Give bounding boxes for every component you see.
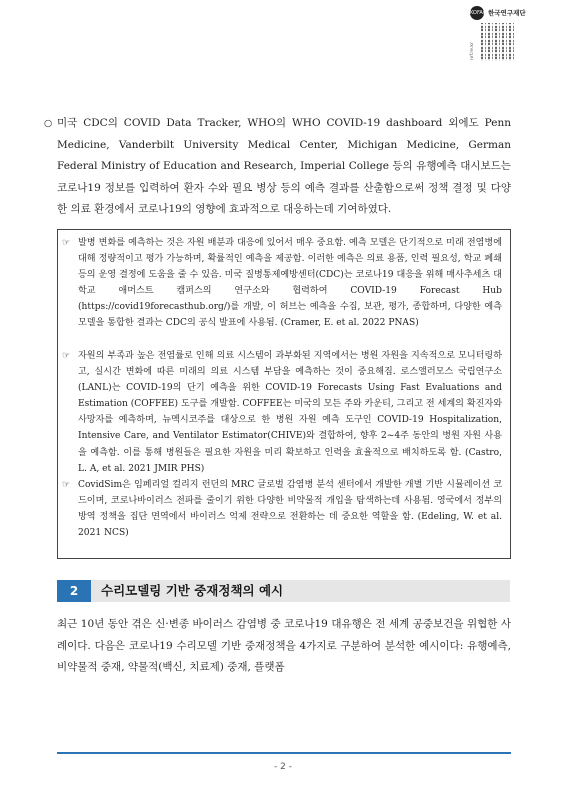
info-item [62, 477, 502, 541]
info-item-text: 자원의 부족과 높은 전염률로 인해 의료 시스템이 과부화된 지역에서는 병원 자원을 지속적으로 모니터링하고, 실시간 변화에 따른 미래의 의료 시스템 부담을 예측하는 것이 중요해짐. 로스앨러모스 국립연구소(LANL)는 COVID-19의 단기 예측을 위한 COVID-19 Forecasts Using Fast Evaluations and Estimation (COFFEE) 도구를 개발함. COFFEE는 미국의 모든 주와 카운티, 그리고 전 세계의 확진자와 사망자를 예측하며, 뉴멕시코주를 대상으로 한 병원 자원 예측 도구인 COVID-19 Hospitalization, Intensive Care, and Ventilator Estimator(CHIVE)와 결합하여, 향후 2~4주 동안의 병원 자원 사용을 예측함. 이를 통해 병원들은 필요한 자원을 미리 확보하고 인력을 효율적으로 배치하도록 함. (Castro, L. A, et al. 2021 JMIR PHS) [78, 351, 502, 474]
pointing-hand-icon: ☞ [62, 480, 71, 490]
info-item [62, 348, 502, 477]
intro-paragraph [44, 113, 511, 221]
org-name: 한국연구재단 [488, 9, 526, 17]
org-url: nrf.re.kr [470, 42, 475, 60]
section-header [57, 580, 510, 602]
page-number: - 2 - [274, 762, 292, 772]
pointing-hand-icon: ☞ [62, 238, 71, 248]
body-paragraph: 최근 10년 동안 겪은 신·변종 바이러스 감염병 중 코로나19 대유행은 전 세계 공중보건을 위협한 사례이다. 다음은 코로나19 수리모델 기반 중재정책을 4가지로 구분하여 분석한 예시이다: 유행예측, 비약물적 중재, 약물적(백신, 치료제) 중재, 플랫폼 [57, 618, 511, 673]
info-item-text: CovidSim은 임페리얼 컬리지 런던의 MRC 글로벌 감염병 분석 센터에서 개발한 개별 기반 시뮬레이션 코드이며, 코로나바이러스 전파를 줄이기 위한 다양한 비약물적 개입을 탐색하는데 사용됨. 영국에서 정부의 방역 정책을 집단 면역에서 바이러스 억제 전략으로 전환하는 데 중요한 역할을 함. (Edeling, W. et al. 2021 NCS) [78, 480, 502, 539]
intro-text: 미국 CDC의 COVID Data Tracker, WHO의 WHO COVID-19 dashboard 외에도 Penn Medicine, Vanderbilt University Medical Center, Michigan Medicine, German Federal Ministry of Education and Research, Imperial College 등의 유행예측 대시보드는 코로나19 정보를 입력하여 환자 수와 필요 병상 등의 예측 결과를 산출함으로써 정책 결정 및 다양한 의료 환경에서 코로나19의 영향에 효과적으로 대응하는데 기여하였다. [57, 117, 511, 215]
info-box [57, 229, 511, 559]
info-item [62, 235, 502, 332]
section-number: 2 [57, 580, 91, 602]
pointing-hand-icon: ☞ [62, 351, 71, 361]
qr-code-icon [481, 23, 515, 61]
circle-bullet-icon: ○ [44, 118, 53, 129]
org-emblem-icon: KOFAC [470, 6, 484, 20]
info-item-text: 발병 변화를 예측하는 것은 자원 배분과 대응에 있어서 매우 중요함. 예측 모델은 단기적으로 미래 전염병에 대해 정량적이고 평가 가능하며, 확률적인 예측을 제공함. 이러한 예측은 의료 용품, 인력 필요성, 학교 폐쇄 등의 운영 결정에 도움을 줄 수 있음. 미국 질병통제예방센터(CDC)는 코로나19 대응을 위해 매사추세츠 대학교 애머스트 캠퍼스의 연구소와 협력하여 COVID-19 Forecast Hub (https://covid19forecasthub.org/)를 개발, 이 허브는 예측을 수집, 보관, 평가, 종합하며, 다양한 예측 모델을 통합한 결과는 CDC의 공식 발표에 사용됨. (Cramer, E. et al. 2022 PNAS) [78, 238, 502, 329]
section-title: 수리모델링 기반 중재정책의 예시 [101, 583, 284, 598]
header-logo [468, 6, 526, 64]
footer-divider [57, 752, 511, 754]
